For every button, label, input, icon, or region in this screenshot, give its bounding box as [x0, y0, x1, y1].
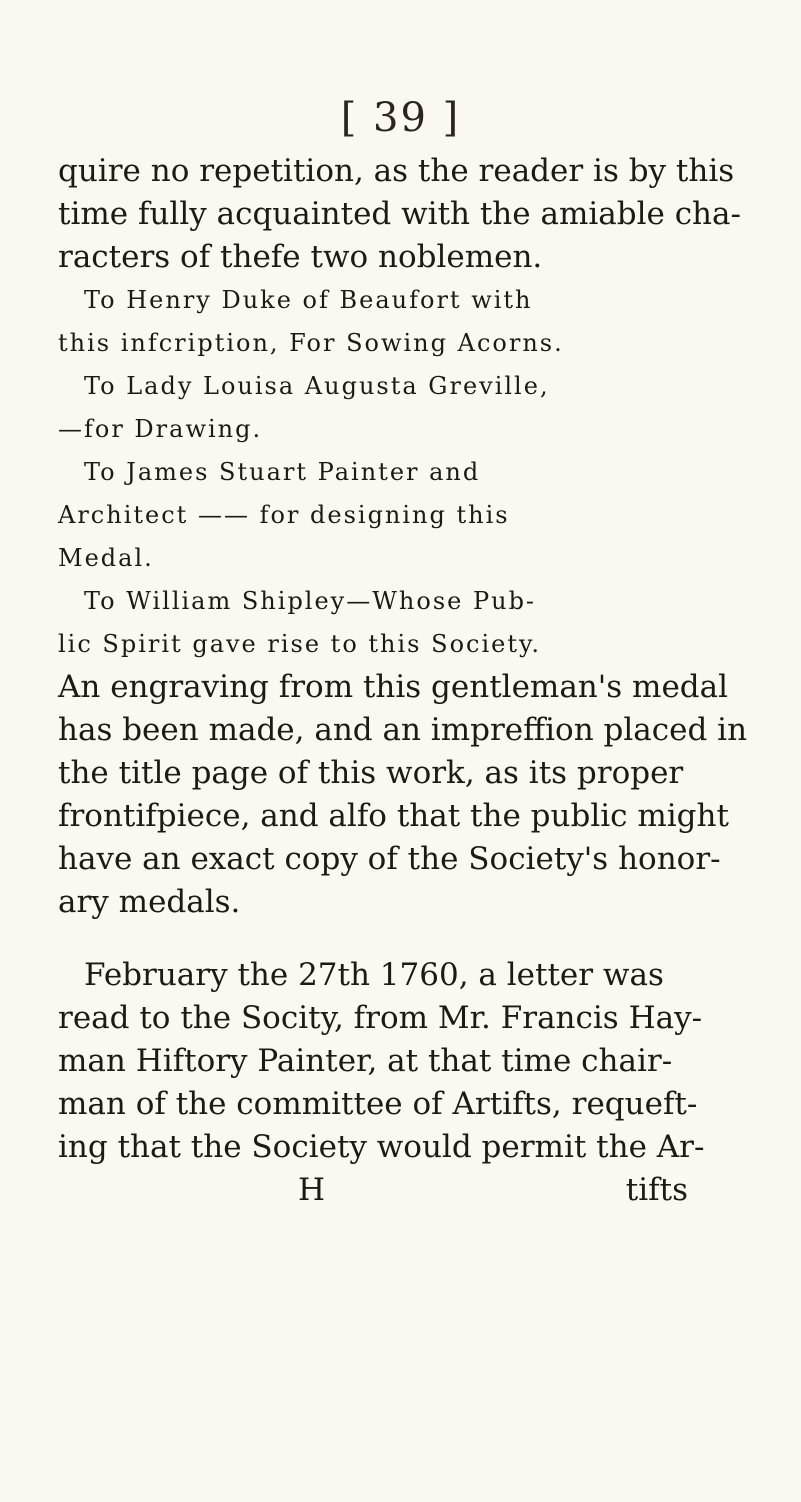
text-line: has been made, and an impreffion placed in — [58, 712, 748, 748]
text-line: To William Shipley—Whose Pub- — [84, 587, 537, 615]
text-line: man Hiftory Painter, at that time chair- — [58, 1043, 673, 1079]
text-line: the title page of this work, as its proper — [58, 755, 684, 791]
signature-mark: H — [298, 1172, 326, 1208]
text-line: lic Spirit gave rise to this Society. — [58, 630, 541, 658]
text-line: February the 27th 1760, a letter was — [84, 957, 664, 993]
text-line: Medal. — [58, 544, 154, 572]
catchword: tifts — [625, 1172, 688, 1208]
page-number: [ 39 ] — [340, 95, 461, 141]
text-line: have an exact copy of the Society's honor- — [58, 841, 721, 877]
paragraph-gap — [58, 924, 758, 954]
text-line: To Lady Louisa Augusta Greville, — [84, 372, 550, 400]
text-line: ary medals. — [58, 884, 241, 920]
text-line: To James Stuart Painter and — [84, 458, 481, 486]
signature-line — [58, 1169, 758, 1212]
text-line: —for Drawing. — [58, 415, 263, 443]
page-text — [58, 150, 758, 1212]
text-line: quire no repetition, as the reader is by this — [58, 153, 735, 189]
text-line: this infcription, For Sowing Acorns. — [58, 329, 564, 357]
text-line: frontifpiece, and alfo that the public might — [58, 798, 729, 834]
text-line: To Henry Duke of Beaufort with — [84, 286, 533, 314]
text-line: An engraving from this gentleman's medal — [58, 669, 729, 705]
text-line: read to the Socity, from Mr. Francis Hay- — [58, 1000, 703, 1036]
text-line: time fully acquainted with the amiable cha- — [58, 196, 741, 232]
text-line: ing that the Society would permit the Ar- — [58, 1129, 705, 1165]
text-line: man of the committee of Artifts, requeft- — [58, 1086, 698, 1122]
text-line: Architect —— for designing this — [58, 501, 510, 529]
text-line: racters of thefe two noblemen. — [58, 239, 543, 275]
